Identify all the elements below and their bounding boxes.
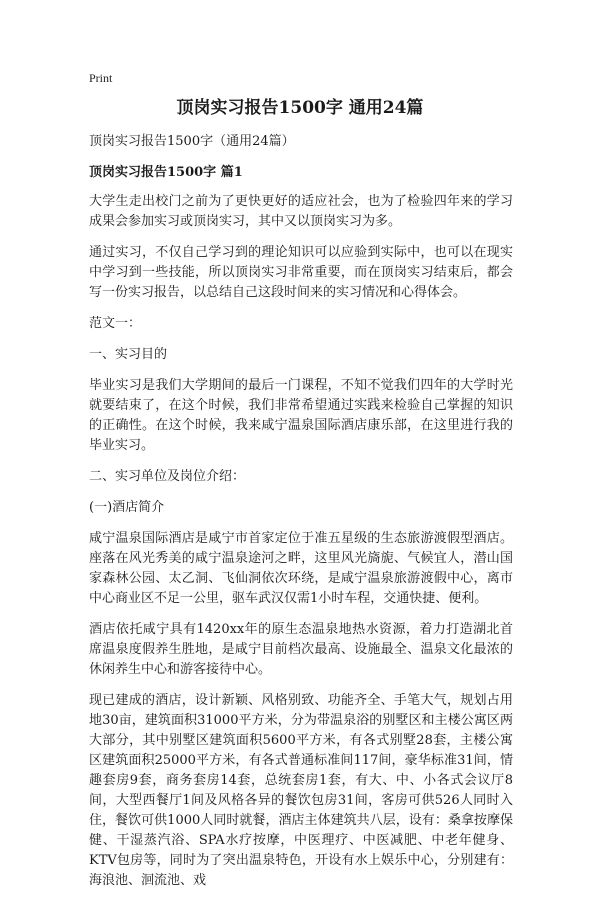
document-subtitle: 顶岗实习报告1500字（通用24篇） [89, 134, 295, 149]
section-heading: 顶岗实习报告1500字 篇1 [89, 165, 243, 180]
paragraph-purpose: 毕业实习是我们大学期间的最后一门课程，不知不觉我们四年的大学时光就要结束了，在这个时候，我们非常希望通过实践来检验自己掌握的知识的正确性。在这个时候，我来咸宁温泉国际酒店康乐部，在这里进行我的毕业实习。 [89, 378, 513, 453]
heading-unit-introduction: 二、实习单位及岗位介绍： [89, 469, 246, 484]
paragraph-hotel-location: 咸宁温泉国际酒店是咸宁市首家定位于准五星级的生态旅游渡假型酒店。座落在风光秀美的咸宁温泉途河之畔，这里风光旖旎、气候宜人，潜山国家森林公园、太乙洞、飞仙洞依次环绕，是咸宁温泉旅游渡假中心，离市中心商业区不足一公里，驱车武汉仅需1小时车程，交通快捷、便利。 [89, 531, 513, 606]
document-title: 顶岗实习报告1500字 通用24篇 [176, 98, 424, 118]
paragraph-intro-1: 大学生走出校门之前为了更快更好的适应社会，也为了检验四年来的学习成果会参加实习或顶岗实习，其中又以顶岗实习为多。 [89, 194, 513, 229]
document-body [89, 132, 513, 902]
print-link[interactable]: Print [89, 71, 113, 85]
heading-internship-purpose: 一、实习目的 [89, 347, 168, 362]
paragraph-intro-2: 通过实习，不仅自己学习到的理论知识可以应验到实际中，也可以在现实中学习到一些技能，所以顶岗实习非常重要，而在顶岗实习结束后，都会写一份实习报告，以总结自己这段时间来的实习情况和心得体会。 [89, 245, 513, 300]
paragraph-hotel-resources: 酒店依托咸宁具有1420xx年的原生态温泉地热水资源，着力打造湖北首席温泉度假养生胜地，是咸宁目前档次最高、设施最全、温泉文化最浓的休闲养生中心和游客接待中心。 [89, 622, 513, 677]
paragraph-hotel-facilities: 现已建成的酒店，设计新颖、风格别致、功能齐全、手笔大气，规划占用地30亩，建筑面积31000平方米，分为带温泉浴的别墅区和主楼公寓区两大部分，其中别墅区建筑面积5600平方米，有各式别墅28套，主楼公寓区建筑面积25000平方米，有各式普通标准间117间，豪华标准31间，情趣套房9套，商务套房14套，总统套房1套，有大、中、小各式会议厅8间，大型西餐厅1间及风格各异的餐饮包房31间，客房可供526人同时入住，餐饮可供1000人同时就餐，酒店主体建筑共八层，设有：桑拿按摩保健、干湿蒸汽浴、SPA水疗按摩，中医理疗、中医减肥、中老年健身、KTV包房等，同时为了突出温泉特色，开设有水上娱乐中心，分别建有：海浪池、洄流池、戏 [89, 693, 513, 888]
paragraph-sample-label: 范文一： [89, 316, 142, 331]
heading-hotel-overview: (一)酒店简介 [89, 500, 165, 515]
